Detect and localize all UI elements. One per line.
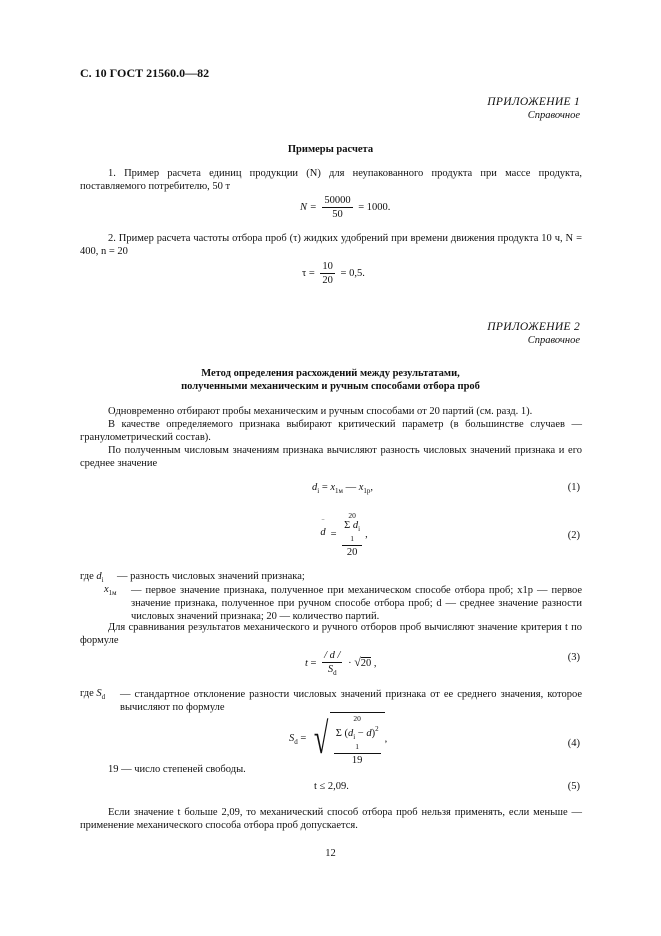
definition-x: — первое значение признака, полученное при механическом способе отбора проб; x1р — первое значение признака, полученное при ручном способе отбора проб; d — среднее значение разности числовых значений признака; 20 — количество партий. bbox=[131, 585, 582, 622]
appendix-2-subtitle: Справочное bbox=[527, 335, 580, 346]
eq-ex1-lhs: N = bbox=[300, 201, 317, 213]
eq3-fraction: $\frac{/ d /}{S_d}$ bbox=[324, 650, 341, 677]
section-1-title: Примеры расчета bbox=[287, 144, 374, 155]
example-2-text: 2. Пример расчета частоты отбора проб (τ) жидких удобрений при времени движения продукта 10 ч, N = 400, n = 20 bbox=[80, 233, 582, 257]
definition-d-label: где $d_i$ bbox=[80, 571, 104, 584]
equation-example-1 bbox=[300, 195, 390, 220]
eq-ex1-fraction bbox=[322, 195, 352, 220]
eq4-sum-bottom: 1 bbox=[355, 742, 359, 751]
paragraph-6: Если значение t больше 2,09, то механический способ отбора проб нельзя применять, если меньше — применение механического способа отбора проб допускается. bbox=[80, 807, 582, 831]
eq-ex2-rhs: = 0,5. bbox=[340, 267, 365, 279]
equation-3: t = $\frac{/ d /}{S_d}$ · √20 , bbox=[305, 650, 377, 677]
appendix-2-title: ПРИЛОЖЕНИЕ 2 bbox=[487, 321, 580, 333]
eq-ex1-numerator: 50000 bbox=[324, 195, 351, 206]
eq4-sum-top: 20 bbox=[353, 714, 361, 723]
section-2-title-line-1: Метод определения расхождений между результатами, bbox=[201, 368, 460, 379]
definition-s-label: где $S_d$ bbox=[80, 688, 106, 701]
eq-ex2-lhs: τ = bbox=[302, 267, 315, 279]
definition-x-label: $x_{1м}$ bbox=[104, 584, 117, 597]
definition-s: — стандартное отклонение разности числовых значений признака от ее среднего значения, которое вычисляют по формуле bbox=[120, 689, 582, 713]
section-2-title-line-2: полученными механическим и ручным способами отбора проб bbox=[181, 381, 480, 392]
section-2-title bbox=[0, 367, 661, 393]
equation-4: $S_d$ = √ 20 Σ $(d_i - d)^2$ 1 19 , bbox=[289, 714, 388, 766]
paragraph-1: Одновременно отбирают пробы механическим и ручным способами от 20 партий (см. разд. 1). bbox=[108, 406, 533, 417]
eq4-denominator: 19 bbox=[351, 755, 363, 766]
paragraph-4: Для сравнивания результатов механического и ручного отборов проб вычисляют значение критерия t по формуле bbox=[80, 622, 582, 646]
paragraph-5: 19 — число степеней свободы. bbox=[108, 764, 246, 775]
appendix-1-subtitle: Справочное bbox=[527, 110, 580, 121]
paragraph-3: По полученным числовым значениям признака вычисляют разность числовых значений признака и его среднее значение bbox=[80, 445, 582, 469]
eq2-fraction: 20 Σ $d_i$ 1 20 bbox=[344, 511, 361, 558]
eq2-denominator: 20 bbox=[346, 547, 358, 558]
page-number: 12 bbox=[325, 848, 336, 859]
appendix-2-label bbox=[487, 321, 580, 347]
appendix-1-label bbox=[487, 96, 580, 122]
definition-d: — разность числовых значений признака; bbox=[117, 571, 305, 582]
paragraph-2: В качестве определяемого признака выбирают критический параметр (в большинстве случаев — гранулометрический состав). bbox=[80, 419, 582, 443]
eq2-sum-bottom: 1 bbox=[350, 534, 355, 543]
equation-2: ‾ d = 20 Σ $d_i$ 1 20 , bbox=[320, 511, 368, 558]
eq-ex2-fraction bbox=[320, 261, 335, 286]
equation-5-number: (5) bbox=[567, 781, 580, 792]
eq-ex1-rhs: = 1000. bbox=[358, 201, 391, 213]
equation-3-number: (3) bbox=[567, 652, 580, 663]
eq-ex2-denominator: 20 bbox=[322, 275, 333, 286]
eq-ex1-denominator: 50 bbox=[332, 209, 343, 220]
equation-5: t ≤ 2,09. bbox=[314, 781, 349, 792]
eq4-fraction: 20 Σ $(d_i - d)^2$ 1 19 bbox=[335, 714, 379, 766]
page-header: С. 10 ГОСТ 21560.0—82 bbox=[80, 66, 210, 80]
equation-1-number: (1) bbox=[567, 482, 580, 493]
example-1-text: 1. Пример расчета единиц продукции (N) для неупакованного продукта при массе продукта, поставляемого потребителю, 50 т bbox=[80, 168, 582, 192]
equation-4-number: (4) bbox=[567, 738, 580, 749]
appendix-1-title: ПРИЛОЖЕНИЕ 1 bbox=[487, 96, 580, 108]
equation-1: $d_i = x_{1м}$ — $x_{1р}$, bbox=[312, 482, 374, 495]
equation-example-2 bbox=[302, 261, 365, 286]
equation-2-number: (2) bbox=[567, 530, 580, 541]
eq2-sum-top: 20 bbox=[348, 511, 356, 520]
eq3-root-value: 20 bbox=[360, 657, 372, 669]
eq-ex2-numerator: 10 bbox=[322, 261, 333, 272]
